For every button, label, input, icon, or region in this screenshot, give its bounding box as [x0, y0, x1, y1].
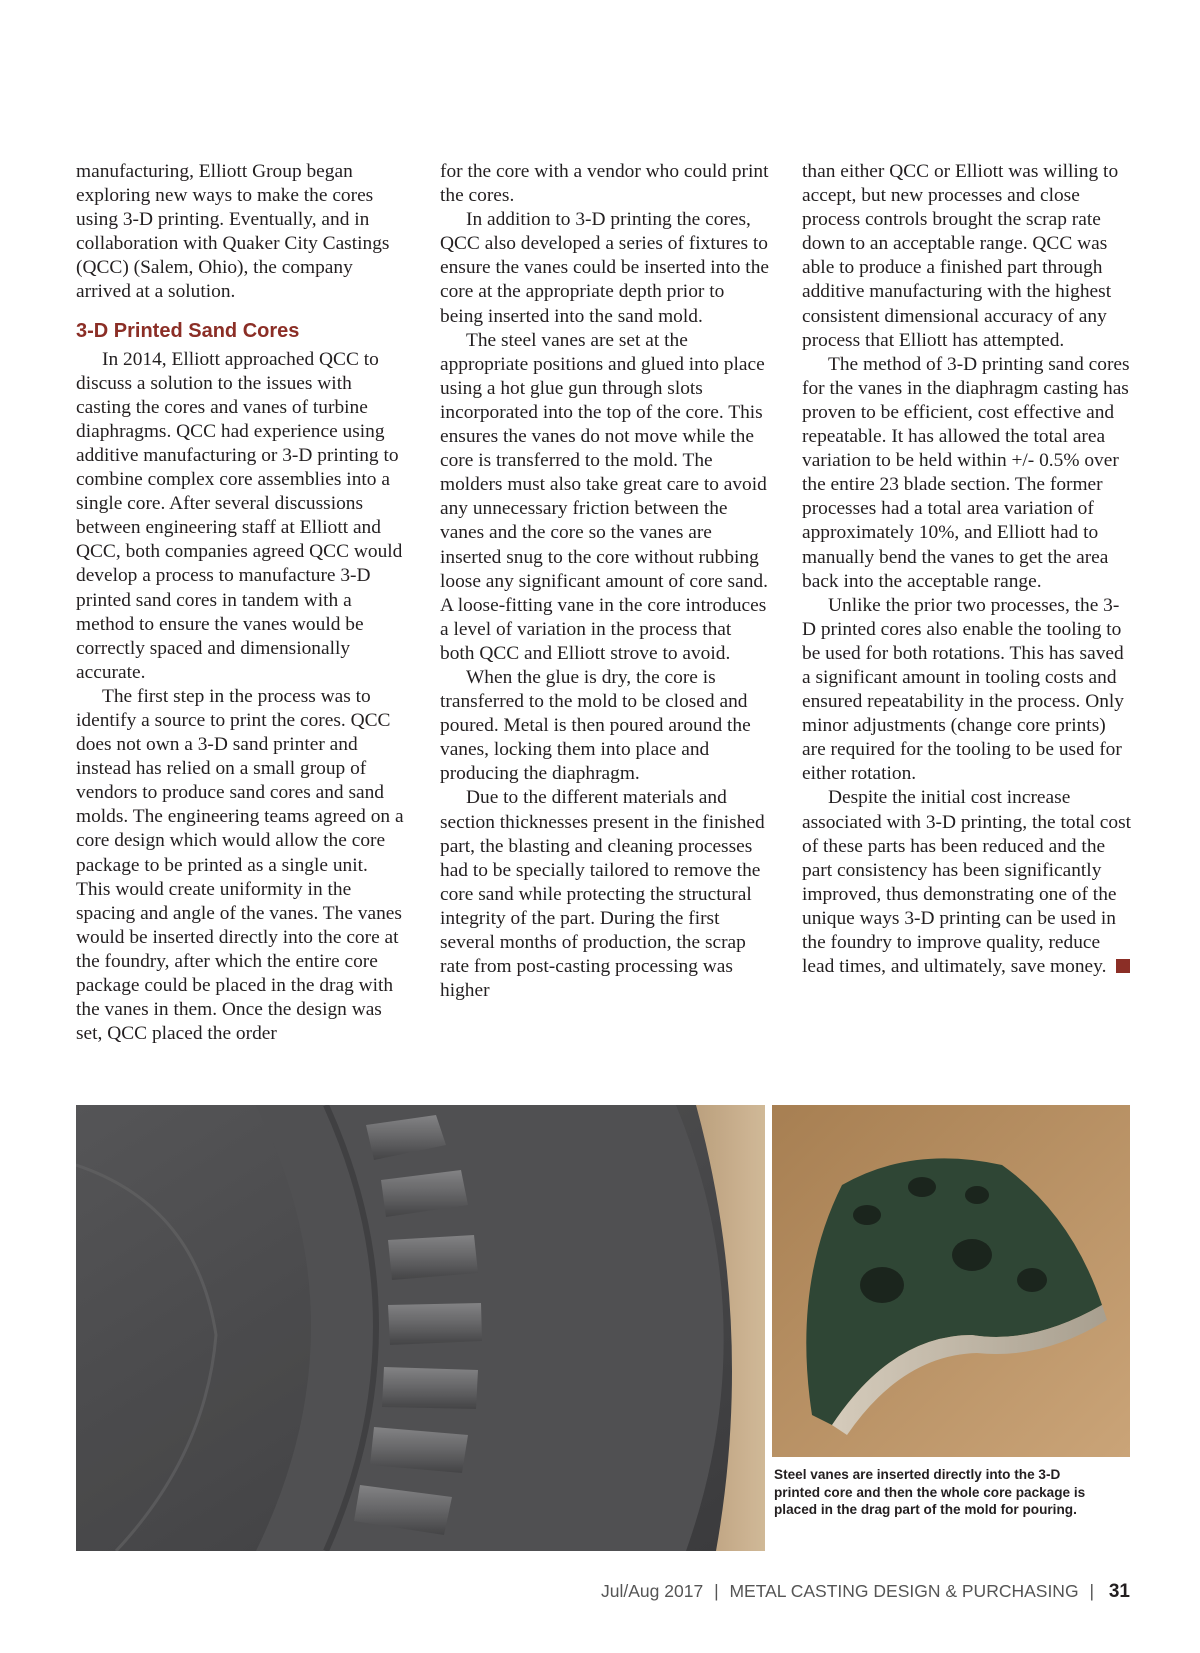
article-column-3 — [802, 160, 1132, 979]
paragraph — [802, 786, 1132, 979]
publication-name: METAL CASTING DESIGN & PURCHASING — [729, 1581, 1079, 1601]
vane-illustration — [772, 1105, 1130, 1457]
steel-vane-photo — [772, 1105, 1130, 1457]
paragraph: When the glue is dry, the core is transferred to the mold to be closed and poured. Metal is then poured around the vanes, locking them into place and producing the diaphragm. — [440, 666, 751, 785]
closing-paragraph-text: Despite the initial cost increase associated with 3-D printing, the total cost of these parts has been reduced and the part consistency has been significantly improved, thus demonstrating one of the unique ways 3-D printing can be used in the foundry to improve quality, reduce lead times, and ultimately, save money. — [802, 787, 1132, 978]
article-column-2 — [440, 160, 770, 1003]
photo-caption: Steel vanes are inserted directly into the 3-D printed core and then the whole core package is placed in the drag part of the mold for pouring. — [774, 1467, 1086, 1518]
issue-date: Jul/Aug 2017 — [601, 1581, 704, 1601]
paragraph: The first step in the process was to identify a source to print the cores. QCC does not own a 3-D sand printer and instead has relied on a small group of vendors to produce sand cores and sand molds. The engineering teams agreed on a core design which would allow the core package to be printed as a single unit. This would create uniformity in the spacing and angle of the vanes. The vanes would be inserted directly into the core at the foundry, after which the entire core package could be placed in the drag with the vanes in them. Once the design was set, QCC placed the order — [76, 685, 404, 1045]
end-of-article-mark — [1116, 959, 1130, 973]
paragraph: In 2014, Elliott approached QCC to discuss a solution to the issues with casting the cores and vanes of turbine diaphragms. QCC had experience using additive manufacturing or 3-D printing to combine complex core assemblies into a single core. After several discussions between engineering staff at Elliott and QCC, both companies agreed QCC would develop a process to manufacture 3-D printed sand cores in tandem with a method to ensure the vanes would be correctly spaced and dimensionally accurate. — [76, 348, 403, 683]
core-with-vanes-photo — [76, 1105, 765, 1551]
footer-separator: | — [714, 1581, 719, 1601]
paragraph: The method of 3-D printing sand cores for the vanes in the diaphragm casting has proven to be efficient, cost effective and repeatable. It has allowed the total area variation to be held within +/- 0.5% over the entire 23 blade section. The former processes had a total area variation of approximately 10%, and Elliott had to manually bend the vanes to get the area back into the acceptable range. — [802, 353, 1130, 592]
article-column-1 — [76, 160, 406, 1046]
paragraph: In addition to 3-D printing the cores, QCC also developed a series of fixtures to ensure the vanes could be inserted into the core at the appropriate depth prior to being inserted into the sand mold. — [440, 209, 769, 327]
paragraph: Unlike the prior two processes, the 3-D printed cores also enable the tooling to be used for both rotations. This has saved a significant amount in tooling costs and ensured repeatability in the process. Only minor adjustments (change core prints) are required for the tooling to be used for either rotation. — [802, 594, 1125, 785]
paragraph: manufacturing, Elliott Group began exploring new ways to make the cores using 3-D printing. Eventually, and in collaboration with Quaker City Castings (QCC) (Salem, Ohio), the company arrived at a solution. — [76, 161, 390, 303]
paragraph: for the core with a vendor who could print the cores. — [440, 161, 769, 207]
section-heading: 3-D Printed Sand Cores — [76, 319, 300, 342]
paragraph: than either QCC or Elliott was willing to accept, but new processes and close process controls brought the scrap rate down to an acceptable range. QCC was able to produce a finished part through additive manufacturing with the highest consistent dimensional accuracy of any process that Elliott has attempted. — [802, 161, 1119, 351]
footer-separator: | — [1089, 1581, 1094, 1601]
page-number: 31 — [1108, 1581, 1130, 1602]
page-footer — [601, 1581, 1130, 1603]
core-illustration — [76, 1105, 765, 1551]
paragraph: The steel vanes are set at the appropriate positions and glued into place using a hot glue gun through slots incorporated into the top of the core. This ensures the vanes do not move while the core is transferred to the mold. The molders must also take great care to avoid any unnecessary friction between the vanes and the core so the vanes are inserted snug to the core without rubbing loose any significant amount of core sand. A loose-fitting vane in the core introduces a level of variation in the process that both QCC and Elliott strove to avoid. — [440, 329, 768, 664]
paragraph: Due to the different materials and section thicknesses present in the finished part, the blasting and cleaning processes had to be specially tailored to remove the core sand while protecting the structural integrity of the part. During the first several months of production, the scrap rate from post-casting processing was higher — [440, 787, 765, 1002]
